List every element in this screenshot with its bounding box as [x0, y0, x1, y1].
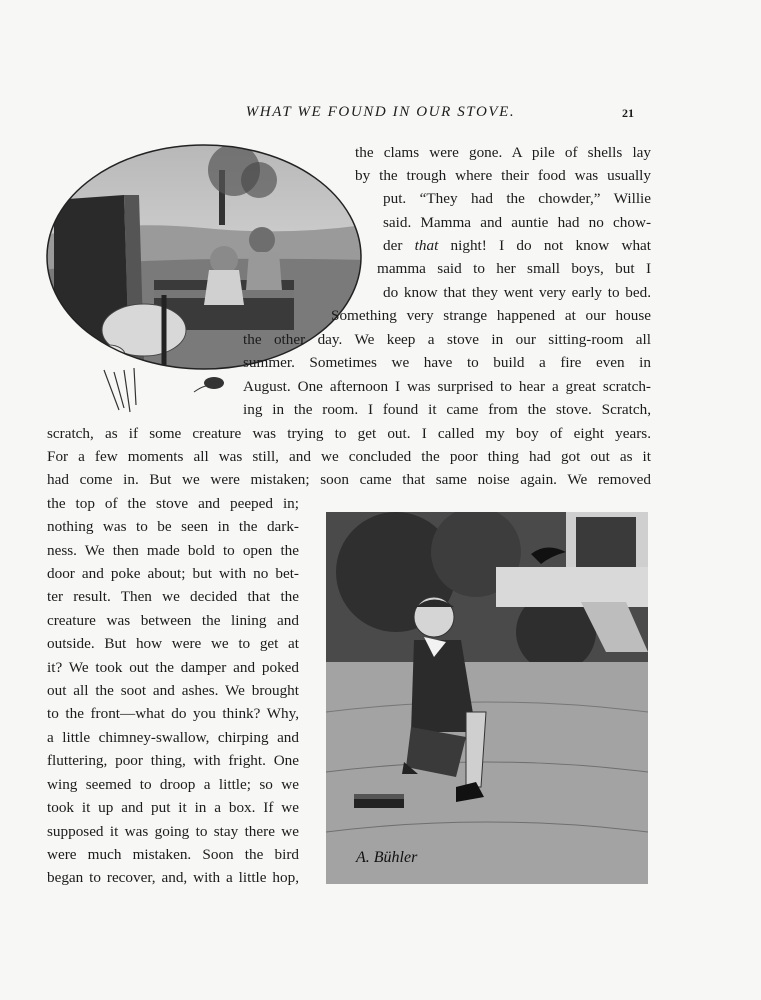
text-line: ter result. Then we decided that the [47, 588, 299, 605]
mouse-icon [194, 377, 224, 392]
illustration-children-pig [44, 140, 364, 415]
text-line: the clams were gone. A pile of shells lay [355, 144, 651, 161]
text-line: summer. Sometimes we have to build a fire even in [243, 354, 651, 371]
text-line: supposed it was going to stay there we [47, 823, 299, 840]
text-line: For a few moments all was still, and we concluded the poor thing had got out as it [47, 448, 651, 465]
text-line: do know that they went very early to bed. [383, 284, 651, 301]
text-line: ness. We then made bold to open the [47, 542, 299, 559]
text-line: to the front—what do you think? Why, [47, 705, 299, 722]
text-line: took it up and put it in a box. If we [47, 799, 299, 816]
text-line: a little chimney-swallow, chirping and [47, 729, 299, 746]
text-line: fluttering, poor thing, with fright. One [47, 752, 299, 769]
text-line: it? We took out the damper and poked [47, 659, 299, 676]
text-line: had come in. But we were mistaken; soon came that same noise again. We removed [47, 471, 651, 488]
text-line: began to recover, and, with a little hop, [47, 869, 299, 886]
text-line: mamma said to her small boys, but I [377, 260, 651, 277]
text-line: door and poke about; but with no bet- [47, 565, 299, 582]
page-number: 21 [622, 106, 634, 120]
artist-signature [355, 849, 418, 866]
text-line: ing in the room. I found it came from the stove. Scratch, [243, 401, 651, 418]
text-line: by the trough where their food was usually [355, 167, 651, 184]
text-line: the top of the stove and peeped in; [47, 495, 299, 512]
text-line: were much mistaken. Soon the bird [47, 846, 299, 863]
text-line: Something very strange happened at our house [331, 307, 651, 324]
text-line: creature was between the lining and [47, 612, 299, 629]
text-line: out all the soot and ashes. We brought [47, 682, 299, 699]
text-line: said. Mamma and auntie had no chow- [383, 214, 651, 231]
svg-text:A. Bühler: A. Bühler [356, 849, 418, 866]
header-title: WHAT WE FOUND IN OUR STOVE. [245, 104, 516, 120]
text-line: August. One afternoon I was surprised to hear a great scratch- [243, 378, 651, 395]
text-line-italic: der that night! I do not know what [383, 237, 651, 254]
illustration-boy-swallow [326, 512, 648, 884]
text-line: scratch, as if some creature was trying to get out. I called my boy of eight years. [47, 425, 651, 442]
text-line: wing seemed to droop a little; so we [47, 776, 299, 793]
text-line: nothing was to be seen in the dark- [47, 518, 299, 535]
text-line: put. “They had the chowder,” Willie [383, 190, 651, 207]
text-line: outside. But how were we to get at [47, 635, 299, 652]
text-line: the other day. We keep a stove in our sitting-room all [243, 331, 651, 348]
